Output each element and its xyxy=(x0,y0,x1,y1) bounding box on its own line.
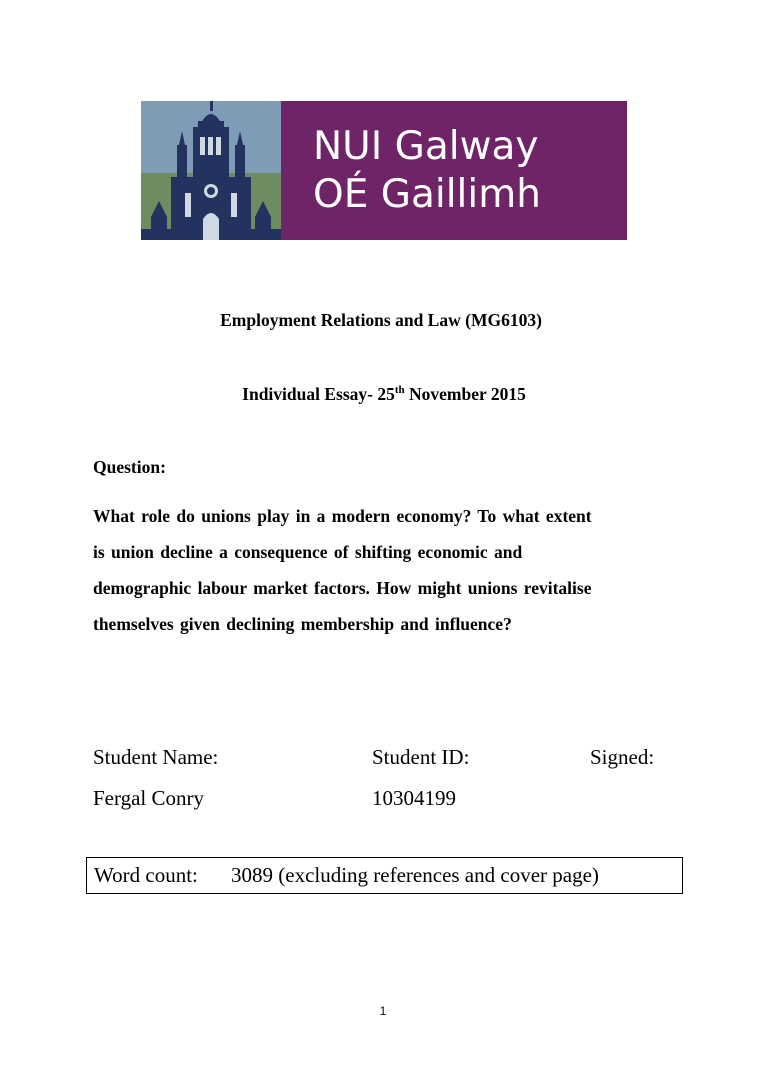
essay-date-heading xyxy=(0,384,768,405)
logo-wordmark-irish: OÉ Gaillimh xyxy=(313,171,541,217)
word-count-label: Word count: xyxy=(94,863,198,887)
signed-label: Signed: xyxy=(590,745,655,769)
student-name-label: Student Name: xyxy=(93,745,219,769)
student-id-value: 10304199 xyxy=(372,786,456,810)
student-name-value: Fergal Conry xyxy=(93,786,205,810)
question-line: themselves given declining membership and influence? xyxy=(93,614,512,634)
student-id-label: Student ID: xyxy=(372,745,470,769)
question-line: demographic labour market factors. How might unions revitalise xyxy=(93,578,592,598)
logo-wordmark-panel xyxy=(281,101,627,240)
question-line: What role do unions play in a modern economy? To what extent xyxy=(93,506,592,526)
word-count-value: 3089 (excluding references and cover page) xyxy=(231,863,599,887)
logo-wordmark-english: NUI Galway xyxy=(313,123,539,169)
page-number: 1 xyxy=(379,1004,387,1018)
essay-date-label: Individual Essay- 25 xyxy=(242,384,395,404)
course-title xyxy=(0,310,765,331)
course-title-text: Employment Relations and Law (MG6103) xyxy=(220,310,542,330)
question-line: is union decline a consequence of shifting economic and xyxy=(93,542,523,562)
university-tower-icon xyxy=(141,101,281,240)
university-logo xyxy=(141,101,627,240)
question-text xyxy=(93,505,678,649)
essay-date-rest: November 2015 xyxy=(404,384,526,404)
question-label: Question: xyxy=(93,457,166,477)
word-count-box xyxy=(86,857,683,894)
essay-date-ordinal: th xyxy=(394,384,405,396)
